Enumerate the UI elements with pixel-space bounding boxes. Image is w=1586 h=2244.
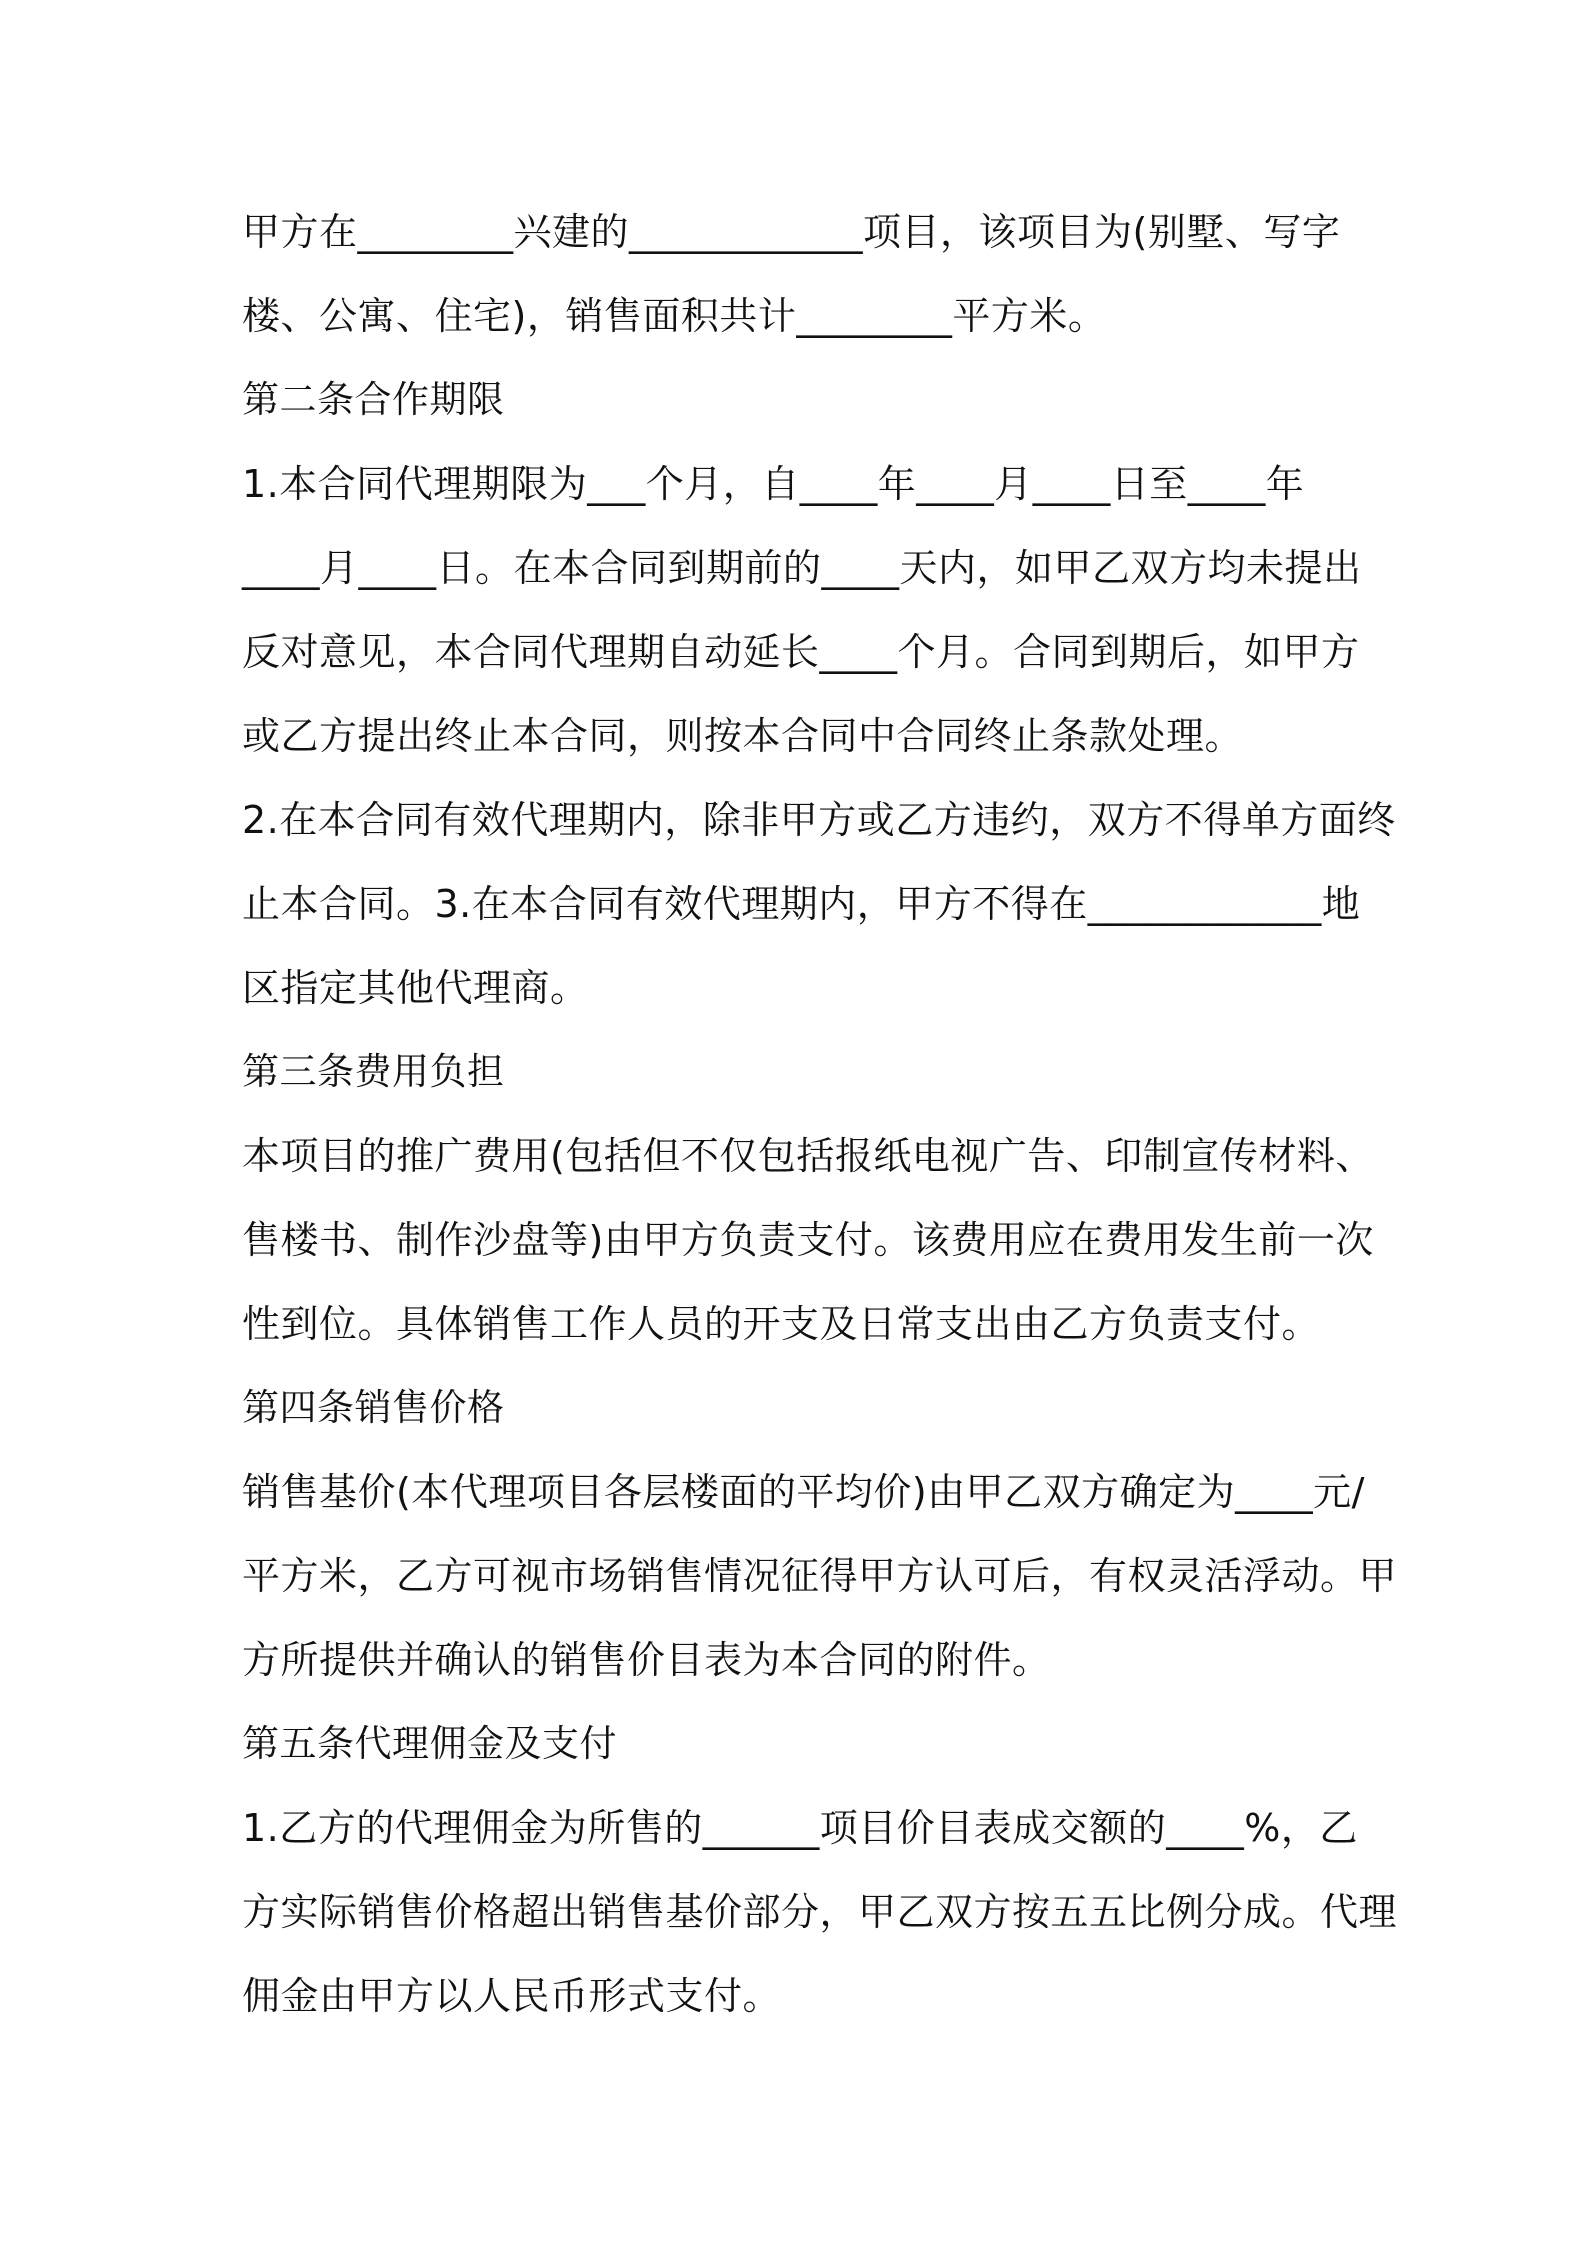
section-heading-sales-price: 第四条销售价格 xyxy=(242,1386,505,1429)
paragraph-line: 反对意见，本合同代理期自动延长____个月。合同到期后，如甲方 xyxy=(242,630,1360,674)
paragraph-line: ____月____日。在本合同到期前的____天内，如甲乙双方均未提出 xyxy=(242,546,1362,590)
paragraph-line: 2.在本合同有效代理期内，除非甲方或乙方违约，双方不得单方面终 xyxy=(242,798,1396,842)
paragraph-line: 甲方在________兴建的____________项目，该项目为(别墅、写字 xyxy=(242,210,1341,254)
paragraph-line: 区指定其他代理商。 xyxy=(242,966,589,1010)
paragraph-line: 方实际销售价格超出销售基价部分，甲乙双方按五五比例分成。代理 xyxy=(242,1890,1398,1934)
contract-body xyxy=(242,190,1398,2038)
paragraph-line: 或乙方提出终止本合同，则按本合同中合同终止条款处理。 xyxy=(242,714,1244,758)
paragraph-line: 1.本合同代理期限为___个月，自____年____月____日至____年 xyxy=(242,462,1305,506)
paragraph-line: 平方米，乙方可视市场销售情况征得甲方认可后，有权灵活浮动。甲 xyxy=(242,1554,1398,1598)
paragraph-line: 本项目的推广费用(包括但不仅包括报纸电视广告、印制宣传材料、 xyxy=(242,1134,1374,1178)
paragraph-line: 销售基价(本代理项目各层楼面的平均价)由甲乙双方确定为____元/ xyxy=(242,1470,1365,1514)
paragraph-line: 售楼书、制作沙盘等)由甲方负责支付。该费用应在费用发生前一次 xyxy=(242,1218,1374,1262)
paragraph-line: 1.乙方的代理佣金为所售的______项目价目表成交额的____%，乙 xyxy=(242,1806,1358,1850)
paragraph-line: 楼、公寓、住宅)，销售面积共计________平方米。 xyxy=(242,294,1107,338)
paragraph-line: 止本合同。3.在本合同有效代理期内，甲方不得在____________地 xyxy=(242,882,1361,926)
paragraph-line: 方所提供并确认的销售价目表为本合同的附件。 xyxy=(242,1638,1051,1682)
paragraph-line: 性到位。具体销售工作人员的开支及日常支出由乙方负责支付。 xyxy=(242,1302,1321,1346)
section-heading-commission: 第五条代理佣金及支付 xyxy=(242,1722,617,1765)
section-heading-cost-burden: 第三条费用负担 xyxy=(242,1050,505,1093)
section-heading-cooperation-period: 第二条合作期限 xyxy=(242,378,505,421)
paragraph-line: 佣金由甲方以人民币形式支付。 xyxy=(242,1974,782,2018)
